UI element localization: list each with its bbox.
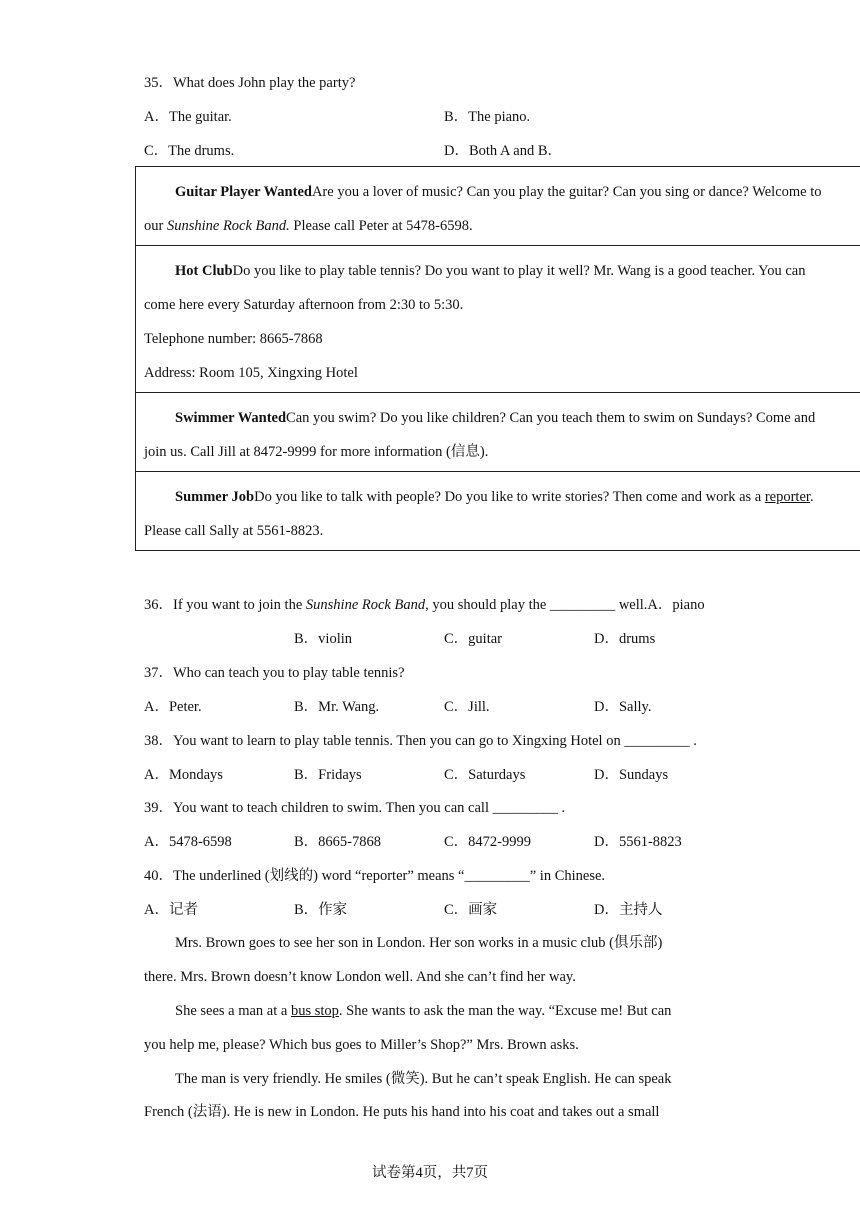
underlined-word-reporter: reporter: [764, 489, 810, 505]
q39-option-c: C．8472-9999: [444, 834, 531, 850]
ad-phone: Telephone number: 8665-7868: [144, 331, 323, 347]
question-36-stem: [144, 596, 705, 614]
passage-line: [175, 1002, 671, 1020]
q35-option-d: D．Both A and B．: [444, 143, 563, 159]
ad-address: Address: Room 105, Xingxing Hotel: [144, 365, 358, 381]
ad-hot-club: [136, 246, 860, 393]
q37-option-c: C．Jill.: [444, 699, 490, 715]
question-38-stem: 38．You want to learn to play table tennis. Then you can go to Xingxing Hotel on _________ .: [144, 733, 697, 749]
q40-option-d: D．主持人: [594, 902, 663, 918]
ad-text: Can you swim? Do you like children? Can you teach them to swim on Sundays? Come and: [286, 410, 816, 426]
ad-guitar-player: [136, 167, 860, 246]
q40-option-b: B．作家: [294, 902, 348, 918]
q36-option-b: B．violin: [294, 631, 353, 647]
ad-text: Please call Peter at 5478-6598.: [289, 218, 473, 234]
passage-line: there. Mrs. Brown doesn’t know London well. And she can’t find her way.: [144, 969, 576, 985]
question-39-stem: 39．You want to teach children to swim. Then you can call _________ .: [144, 800, 566, 816]
passage-text: She sees a man at a: [175, 1003, 291, 1019]
page-footer: 试卷第4页，共7页: [372, 1165, 488, 1181]
q36-option-c: C．guitar: [444, 631, 502, 647]
ad-text: come here every Saturday afternoon from 2:30 to 5:30.: [144, 297, 464, 313]
q35-option-a: A．The guitar.: [144, 109, 232, 125]
ad-text: Please call Sally at 5561-8823.: [144, 523, 324, 539]
ad-title: Swimmer Wanted: [175, 410, 287, 426]
stem-text: , you should play the _________ well.A．piano: [425, 597, 705, 613]
q39-option-d: D．5561-8823: [594, 834, 682, 850]
band-name: Sunshine Rock Band: [305, 597, 426, 613]
ad-title: Summer Job: [175, 489, 255, 505]
q35-option-b: B．The piano.: [444, 109, 531, 125]
question-37-stem: 37．Who can teach you to play table tennis?: [144, 665, 405, 681]
q38-option-b: B．Fridays: [294, 767, 362, 783]
ad-text: Do you like to talk with people? Do you like to write stories? Then come and work as a: [254, 489, 765, 505]
ad-text: join us. Call Jill at 8472-9999 for more information (信息).: [144, 444, 489, 460]
question-35-stem: 35．What does John play the party?: [144, 75, 356, 91]
band-name: Sunshine Rock Band.: [166, 218, 290, 234]
underlined-bus-stop: bus stop: [290, 1003, 339, 1019]
q37-option-b: B．Mr. Wang.: [294, 699, 380, 715]
q37-option-d: D．Sally.: [594, 699, 652, 715]
stem-text: 36．If you want to join the: [144, 597, 306, 613]
q38-option-a: A．Mondays: [144, 767, 223, 783]
ads-table: [135, 166, 860, 551]
passage-line: you help me, please? Which bus goes to Miller’s Shop?” Mrs. Brown asks.: [144, 1037, 579, 1053]
q40-option-a: A．记者: [144, 902, 198, 918]
q38-option-c: C．Saturdays: [444, 767, 526, 783]
ad-title: Guitar Player Wanted: [175, 184, 312, 200]
q39-option-b: B．8665-7868: [294, 834, 381, 850]
q37-option-a: A．Peter.: [144, 699, 202, 715]
q38-option-d: D．Sundays: [594, 767, 669, 783]
passage-line: Mrs. Brown goes to see her son in London. Her son works in a music club (俱乐部): [175, 935, 663, 951]
q35-option-c: C．The drums.: [144, 143, 235, 159]
passage-line: French (法语). He is new in London. He puts his hand into his coat and takes out a small: [144, 1104, 660, 1120]
ad-swimmer: [136, 393, 860, 472]
ad-text: our: [144, 218, 167, 234]
q40-option-c: C．画家: [444, 902, 498, 918]
ad-text: .: [809, 489, 814, 505]
question-40-stem: 40．The underlined (划线的) word “reporter” means “_________” in Chinese.: [144, 868, 606, 884]
q36-option-d: D．drums: [594, 631, 656, 647]
ad-text: Do you like to play table tennis? Do you want to play it well? Mr. Wang is a good teacher. You can: [232, 263, 806, 279]
ad-title: Hot Club: [175, 263, 233, 279]
passage-text: . She wants to ask the man the way. “Excuse me! But can: [338, 1003, 672, 1019]
q39-option-a: A．5478-6598: [144, 834, 232, 850]
ad-summer-job: [136, 472, 860, 550]
passage-line: The man is very friendly. He smiles (微笑). But he can’t speak English. He can speak: [175, 1071, 672, 1087]
ad-text: Are you a lover of music? Can you play the guitar? Can you sing or dance? Welcome to: [311, 184, 822, 200]
